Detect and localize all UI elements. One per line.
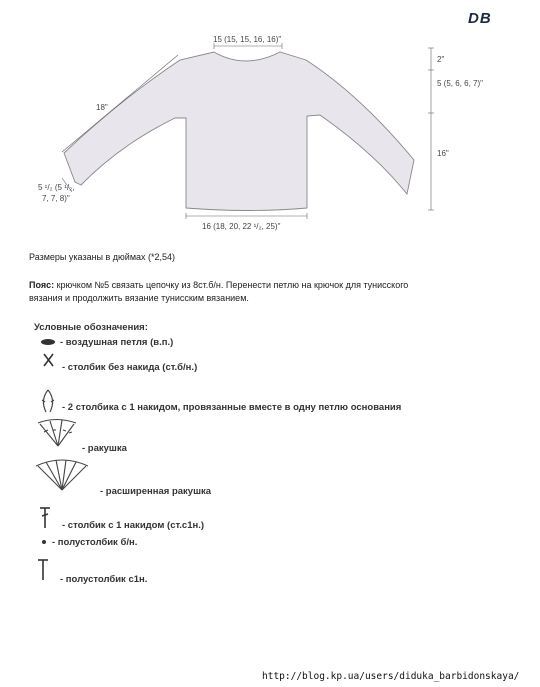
legend-item-double-crochet: - столбик с 1 накидом (ст.с1н.) [62, 520, 205, 531]
logo: DB [468, 10, 492, 27]
belt-label: Пояс: [29, 280, 55, 290]
neck-width-label: 15 (15, 15, 16, 16)" [213, 35, 282, 44]
footer-url: http://blog.kp.ua/users/diduka_barbidonskaya/ [262, 671, 520, 682]
legend-item-shell: - ракушка [82, 443, 127, 454]
body-length-label: 16" [437, 149, 449, 158]
hem-width-label: 16 (18, 20, 22 ¹/₂, 25)" [202, 222, 281, 231]
double-crochet-icon [40, 508, 50, 528]
belt-paragraph [29, 280, 509, 290]
units-note: Размеры указаны в дюймах (*2,54) [29, 252, 176, 262]
shoulder-drop-label: 2" [437, 55, 445, 64]
sleeve-length-label: 18" [96, 103, 108, 112]
shell-icon [38, 420, 76, 447]
cuff-label-line1: 5 ¹/₂ (5 ¹/₂, [38, 183, 75, 192]
chain-stitch-icon [41, 339, 55, 345]
belt-text-line1: крючком №5 связать цепочку из 8ст.б/н. Перенести петлю на крючок для тунисского [54, 280, 409, 290]
legend-item-dc2tog: - 2 столбика с 1 накидом, провязанные вместе в одну петлю основания [62, 402, 402, 413]
dc2tog-icon [42, 390, 54, 412]
legend-title: Условные обозначения: [34, 322, 148, 333]
legend-item-half-double: - полустолбик с1н. [60, 574, 148, 585]
cuff-label-line2: 7, 7, 8)" [42, 194, 70, 203]
sweater-outline [64, 52, 414, 211]
legend-item-slip-stitch: - полустолбик б/н. [52, 537, 138, 548]
legend-item-chain: - воздушная петля (в.п.) [60, 337, 174, 348]
single-crochet-icon [44, 354, 53, 366]
armhole-depth-label: 5 (5, 6, 6, 7)" [437, 79, 483, 88]
half-double-crochet-icon [38, 560, 48, 580]
legend-item-wide-shell: - расширенная ракушка [100, 486, 212, 497]
belt-text-line2: вязания и продолжить вязание тунисским вязанием. [29, 293, 249, 303]
slip-stitch-icon [42, 540, 46, 544]
wide-shell-icon [36, 460, 88, 490]
legend-item-single-crochet: - столбик без накида (ст.б/н.) [62, 362, 198, 373]
